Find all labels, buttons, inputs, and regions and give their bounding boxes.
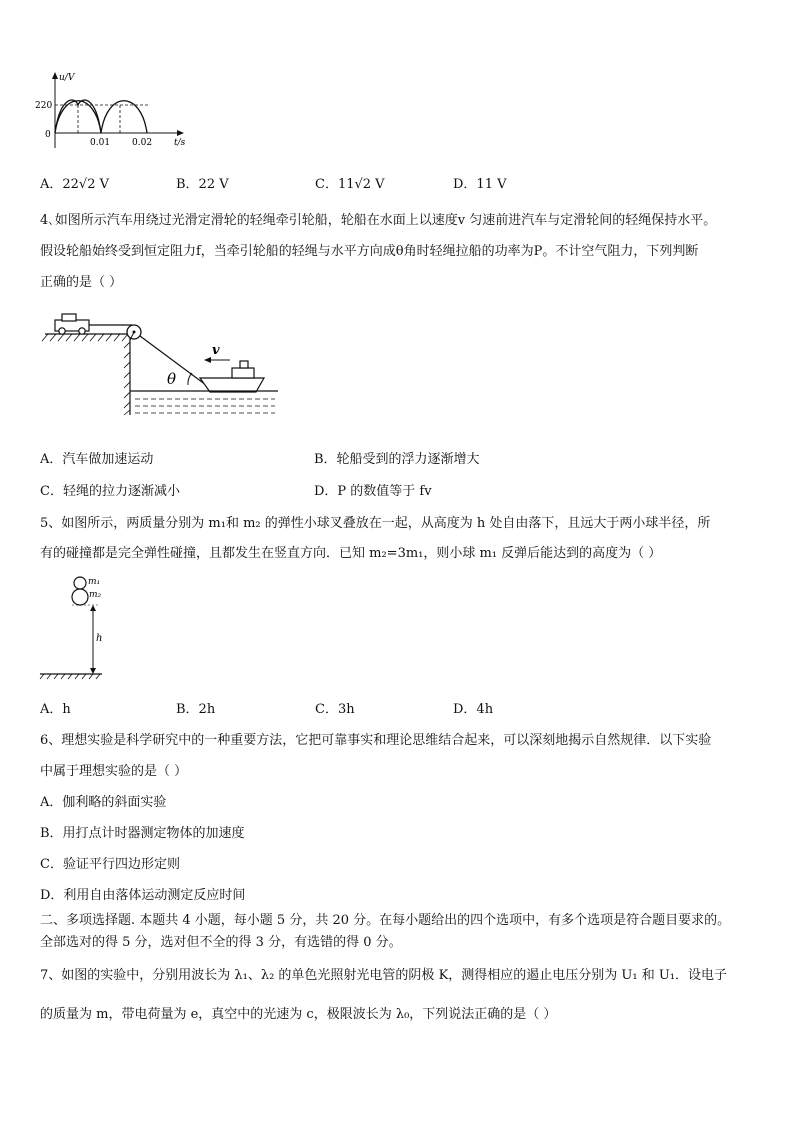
graph-x-tick-2: 0.02 <box>132 138 153 148</box>
q7-question-line-2: 的质量为 m，带电荷量为 e，真空中的光速为 c，极限波长为 λ₀，下列说法正确的是（ ） <box>40 1007 557 1022</box>
q6-question-line-2: 中属于理想实验的是（ ） <box>40 764 188 779</box>
q3-option-c[interactable]: C．11√2 V <box>315 177 385 192</box>
q3-option-a[interactable]: A．22√2 V <box>40 177 110 192</box>
ball-m2-icon <box>72 589 88 605</box>
graph-waveform <box>55 96 147 133</box>
section2-heading-line-1: 二、多项选择题. 本题共 4 小题，每小题 5 分，共 20 分。在每小题给出的四个选项中，有多个选项是符合题目要求的。 <box>40 913 731 928</box>
velocity-arrowhead <box>204 357 211 363</box>
q4-option-a[interactable]: A．汽车做加速运动 <box>40 452 154 467</box>
cliff-hatching <box>42 334 128 341</box>
q4-option-d[interactable]: D．P 的数值等于 fv <box>314 484 432 499</box>
q5-option-a[interactable]: A．h <box>40 702 71 717</box>
q5-option-b[interactable]: B．2h <box>176 702 216 717</box>
graph-x-arrow <box>177 130 184 136</box>
graph-x-tick-1: 0.01 <box>90 138 111 148</box>
q5-question-line-1: 5、如图所示，两质量分别为 m₁和 m₂ 的弹性小球叉叠放在一起，从高度为 h 处自由落下，且远大于两小球半径，所 <box>40 516 711 531</box>
section2-heading-line-2: 全部选对的得 5 分，选对但不全的得 3 分，有选错的得 0 分。 <box>40 935 402 950</box>
stacked-balls-figure <box>38 570 118 682</box>
angle-theta-label: θ <box>167 370 177 388</box>
graph-x-axis-label: t/s <box>174 138 186 148</box>
graph-y-tick-220: 220 <box>35 101 53 111</box>
q4-option-c[interactable]: C．轻绳的拉力逐渐减小 <box>40 484 180 499</box>
q4-option-b[interactable]: B．轮船受到的浮力逐渐增大 <box>314 452 480 467</box>
q4-question-line-1: 4､如图所示汽车用绕过光滑定滑轮的轻绳牵引轮船，轮船在水面上以速度v 匀速前进汽车与定滑轮间的轻绳保持水平。 <box>40 213 717 228</box>
wall-hatching <box>124 342 130 415</box>
graph-y-arrow <box>52 72 58 79</box>
ball-m1-icon <box>74 577 86 589</box>
q4-question-line-2: 假设轮船始终受到恒定阻力f，当牵引轮船的轻绳与水平方向成θ角时轻绳拉船的功率为P。不计空气阻力，下列判断 <box>40 244 699 259</box>
height-arrowhead-bottom <box>90 668 96 674</box>
velocity-label: v <box>212 343 220 358</box>
graph-origin-label: 0 <box>45 130 51 140</box>
q3-option-d[interactable]: D．11 V <box>453 177 507 192</box>
car-boat-pulley-figure <box>40 310 285 420</box>
q6-option-c[interactable]: C．验证平行四边形定则 <box>40 857 180 872</box>
q4-question-line-3: 正确的是（ ） <box>40 275 123 290</box>
graph-rectified-sine <box>55 101 147 133</box>
ball-m1-label: m₁ <box>88 577 101 587</box>
q5-option-c[interactable]: C．3h <box>315 702 355 717</box>
height-arrowhead-top <box>90 605 96 611</box>
q7-question-line-1: 7、如图的实验中，分别用波长为 λ₁、λ₂ 的单色光照射光电管的阴极 K，测得相应的遏止电压分别为 U₁ 和 U₁．设电子 <box>40 968 728 983</box>
q6-question-line-1: 6、理想实验是科学研究中的一种重要方法，它把可靠事实和理论思维结合起来，可以深刻地揭示自然规律．以下实验 <box>40 733 712 748</box>
car-icon <box>55 314 89 334</box>
voltage-time-graph <box>30 68 200 156</box>
q6-option-d[interactable]: D．利用自由落体运动测定反应时间 <box>40 888 246 903</box>
graph-y-axis-label: u/V <box>59 73 75 83</box>
q5-question-line-2: 有的碰撞都是完全弹性碰撞，且都发生在竖直方向．已知 m₂=3m₁，则小球 m₁ 反弹后能达到的高度为（ ） <box>40 546 662 561</box>
q6-option-a[interactable]: A．伽利略的斜面实验 <box>40 795 167 810</box>
ball-m2-label: m₂ <box>89 590 102 600</box>
boat-icon <box>200 361 264 392</box>
q3-option-b[interactable]: B．22 V <box>176 177 229 192</box>
ground-hatching <box>40 674 100 679</box>
height-label: h <box>96 633 103 644</box>
q6-option-b[interactable]: B．用打点计时器测定物体的加速度 <box>40 826 245 841</box>
q5-option-d[interactable]: D．4h <box>453 702 494 717</box>
